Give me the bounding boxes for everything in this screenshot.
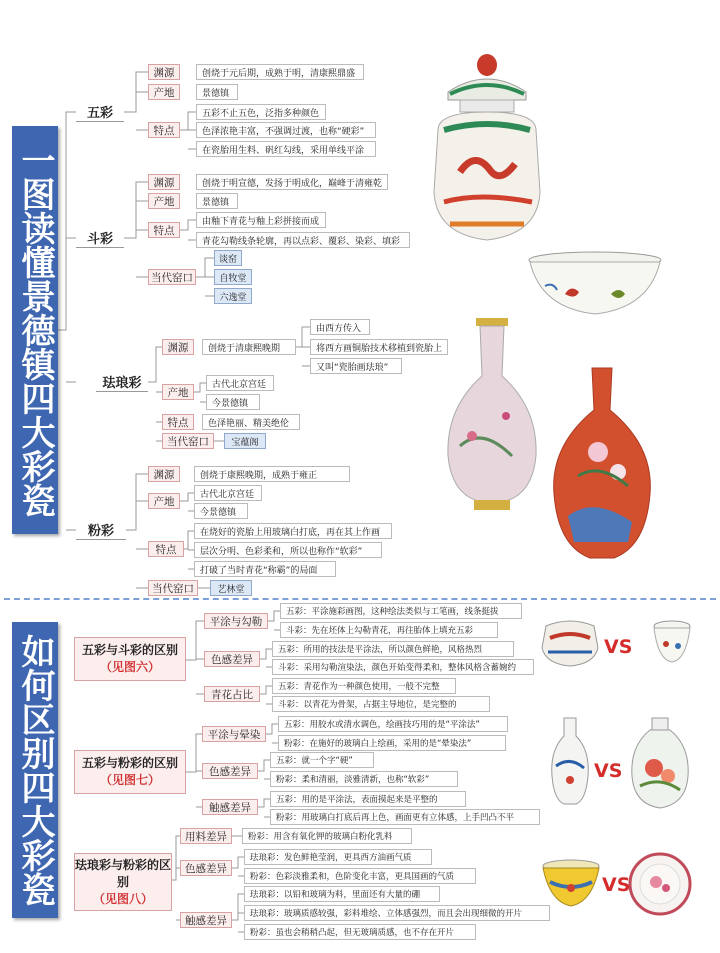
section2-item-2-1: 五彩：就一个字“硬” — [270, 752, 374, 768]
wucai-jar-image — [420, 52, 555, 247]
fencai-chandi: 产地 — [148, 493, 180, 509]
doucai-kiln-2: 自牧堂 — [214, 269, 252, 285]
falangcai-chandi-1: 古代北京宫廷 — [206, 375, 274, 391]
vs-label-2: VS — [594, 760, 623, 782]
fencai-tedian: 特点 — [148, 541, 184, 557]
fencai-vase-image — [548, 366, 656, 562]
section1-title-box — [74, 637, 186, 681]
doucai-node: 斗彩 — [76, 228, 124, 248]
doucai-dangdai: 当代窑口 — [148, 269, 196, 285]
section1-item-2-1: 五彩：所用的技法是平涂法，所以颜色鲜艳，风格热烈 — [272, 641, 514, 657]
falangcai-yuanyuan-1: 由西方传入 — [310, 319, 370, 335]
section2-item-1-2: 粉彩：在施好的玻璃白上绘画，采用的是“晕染法” — [278, 735, 506, 751]
falangcai-tedian: 特点 — [162, 414, 194, 430]
section3-item-2-1: 珐琅彩：发色鲜艳莹润，更具西方油画气质 — [244, 849, 432, 865]
section1-group-3: 青花占比 — [204, 686, 260, 702]
vs-label-1: VS — [604, 636, 633, 658]
section2-item-3-2: 粉彩：用玻璃白打底后再上色，画面更有立体感，上手凹凸不平 — [270, 809, 540, 825]
section2-group-3: 触感差异 — [202, 799, 258, 815]
falangcai-chandi-2: 今景德镇 — [206, 394, 260, 410]
wucai-vase-small-image — [548, 716, 592, 806]
wucai-node: 五彩 — [76, 102, 124, 122]
fencai-chandi-2: 今景德镇 — [194, 503, 248, 519]
doucai-cup-image — [525, 250, 665, 318]
falangcai-yuanyuan-3: 又叫“瓷胎画珐琅” — [310, 358, 402, 374]
fencai-plate-small-image — [628, 852, 692, 916]
wucai-pot-small-image — [538, 612, 602, 668]
wucai-chandi-text: 景德镇 — [196, 84, 238, 100]
falangcai-yuanyuan: 渊源 — [162, 339, 194, 355]
fencai-yuanyuan: 渊源 — [148, 466, 180, 482]
section2-title-box — [74, 750, 186, 794]
fencai-dangdai: 当代窑口 — [148, 580, 198, 596]
section3-group-2: 色感差异 — [180, 860, 232, 876]
falangcai-node: 珐琅彩 — [96, 372, 148, 392]
section3-title-box — [74, 853, 172, 911]
wucai-tedian-1: 五彩不止五色，泛指多种颜色 — [196, 104, 326, 120]
doucai-kiln-1: 谈窑 — [214, 250, 242, 266]
section3-group-1: 用料差异 — [180, 828, 232, 844]
fencai-chandi-1: 古代北京宫廷 — [194, 485, 262, 501]
doucai-tedian-2: 青花勾勒线条轮廓，再以点彩、覆彩、染彩、填彩 — [196, 232, 410, 248]
section1-item-1-2: 斗彩：先在坯体上勾勒青花，再往胎体上填充五彩 — [280, 622, 498, 638]
falangcai-vase-image — [442, 316, 542, 514]
wucai-yuanyuan: 渊源 — [148, 64, 180, 80]
section1-item-3-2: 斗彩：以青花为骨架，占据主导地位，是完整的 — [272, 696, 490, 712]
fencai-jar-small-image — [628, 716, 692, 810]
section1-group-2: 色感差异 — [204, 651, 260, 667]
title-overview — [12, 126, 58, 534]
fencai-tedian-2: 层次分明、色彩柔和，所以也称作“软彩” — [194, 542, 382, 558]
doucai-cup-small-image — [652, 620, 692, 664]
fencai-node: 粉彩 — [76, 520, 126, 540]
doucai-tedian: 特点 — [148, 222, 180, 238]
section2-ref: （见图七） — [99, 773, 160, 787]
title-compare-text: 如何区别四大彩瓷 — [15, 634, 55, 906]
section1-item-3-1: 五彩：青花作为一种颜色使用，一般不完整 — [272, 678, 456, 694]
doucai-yuanyuan-text: 创烧于明宣德，发扬于明成化，巅峰于清雍乾 — [196, 174, 388, 190]
vs-label-3: VS — [602, 874, 631, 896]
section2-group-1: 平涂与晕染 — [202, 726, 266, 742]
falangcai-tedian-text: 色泽艳丽、精美绝伦 — [202, 414, 300, 430]
section-divider — [4, 598, 716, 600]
section2-item-2-2: 粉彩：柔和清丽，淡雅清新，也称“软彩” — [270, 771, 458, 787]
section2-item-3-1: 五彩：用的是平涂法，表面摸起来是平整的 — [270, 791, 466, 807]
title-compare — [12, 622, 58, 918]
wucai-tedian: 特点 — [148, 122, 180, 138]
falangcai-kiln-1: 宝蕴阁 — [224, 433, 266, 449]
doucai-kiln-3: 六逸堂 — [214, 288, 252, 304]
wucai-chandi: 产地 — [148, 84, 180, 100]
title-overview-text: 一图读懂景德镇四大彩瓷 — [15, 143, 55, 517]
section1-group-1: 平涂与勾勒 — [204, 613, 268, 629]
falangcai-bowl-small-image — [540, 858, 602, 910]
section3-ref: （见图八） — [92, 891, 153, 906]
section3-item-2-2: 粉彩：色彩淡雅柔和，色阶变化丰富，更具国画的气质 — [244, 868, 476, 884]
falangcai-dangdai: 当代窑口 — [162, 433, 214, 449]
wucai-tedian-2: 色泽浓艳丰富，不强调过渡，也称“硬彩” — [196, 122, 376, 138]
section3-item-1-1: 粉彩：用含有氧化钾的玻璃白粉化乳料 — [242, 828, 412, 844]
section2-item-1-1: 五彩：用胶水或清水调色，绘画技巧用的是“平涂法” — [278, 716, 508, 732]
section3-item-3-3: 粉彩：虽也会稍稍凸起，但无玻璃质感，也不存在开片 — [244, 924, 476, 940]
doucai-chandi: 产地 — [148, 193, 180, 209]
section1-ref: （见图六） — [99, 660, 160, 674]
fencai-tedian-1: 在烧好的瓷胎上用玻璃白打底，再在其上作画 — [194, 523, 392, 539]
falangcai-yuanyuan-text: 创烧于清康熙晚期 — [202, 339, 296, 355]
section1-title: 五彩与斗彩的区别 — [81, 643, 178, 657]
doucai-chandi-text: 景德镇 — [196, 193, 238, 209]
section3-title: 珐琅彩与粉彩的区别 — [75, 857, 172, 889]
wucai-yuanyuan-text: 创烧于元后期，成熟于明，清康熙鼎盛 — [196, 64, 364, 80]
fencai-yuanyuan-text: 创烧于康熙晚期，成熟于雍正 — [194, 466, 350, 482]
falangcai-chandi: 产地 — [162, 384, 194, 400]
fencai-tedian-3: 打破了当时青花“称霸”的局面 — [194, 561, 336, 577]
section3-group-3: 触感差异 — [180, 912, 232, 928]
doucai-tedian-1: 由釉下青花与釉上彩拼接而成 — [196, 212, 326, 228]
fencai-kiln-1: 艺林堂 — [210, 580, 252, 596]
doucai-yuanyuan: 渊源 — [148, 174, 180, 190]
section3-item-3-1: 珐琅彩：以铅和玻璃为料，里面还有大量的硼 — [244, 886, 440, 902]
section3-item-3-2: 珐琅彩：玻璃质感较强，彩料堆绘、立体感强烈，而且会出现细微的开片 — [244, 905, 550, 921]
falangcai-yuanyuan-2: 将西方画铜胎技术移植到瓷胎上 — [310, 339, 448, 355]
section2-title: 五彩与粉彩的区别 — [81, 756, 178, 770]
section1-item-2-2: 斗彩：采用勾勒渲染法，颜色开始变得柔和，整体风格含蓄婉约 — [272, 659, 534, 675]
section1-item-1-1: 五彩：平涂施彩画图，这种绘法类似与工笔画，线条挺拔 — [280, 603, 522, 619]
section2-group-2: 色感差异 — [202, 763, 258, 779]
wucai-tedian-3: 在瓷胎用生料、矾红勾线，采用单线平涂 — [196, 141, 376, 157]
